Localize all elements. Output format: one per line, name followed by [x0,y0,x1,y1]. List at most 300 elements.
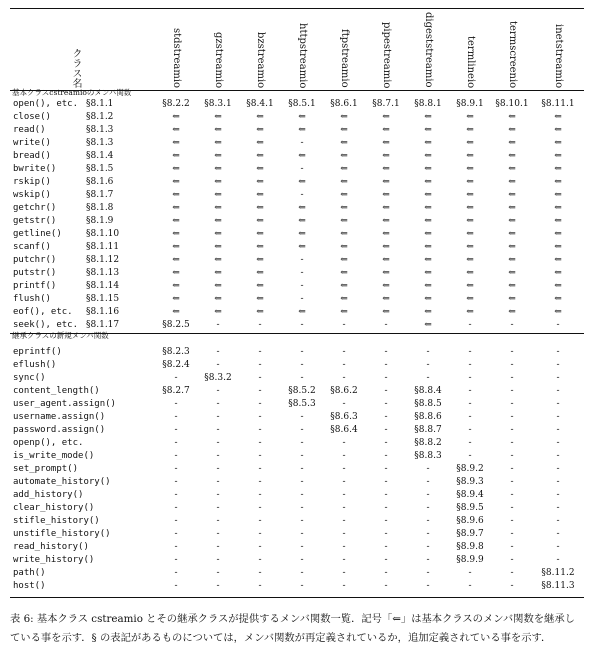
table-cell: ⇐ [340,112,348,122]
table-cell: §8.8.5 [414,399,442,409]
table-cell: ⇐ [554,125,562,135]
table-cell: ⇐ [508,190,516,200]
table-cell: - [510,516,514,526]
base-section-ref: §8.1.1 [86,99,114,109]
table-row [0,437,590,450]
table-cell: ⇐ [466,307,474,317]
table-cell: §8.9.1 [456,99,484,109]
table-cell: - [174,490,178,500]
table-cell: - [342,477,346,487]
table-row [0,241,590,254]
column-header-label: httpstreamio [297,22,308,88]
table-cell: ⇐ [340,307,348,317]
table-cell: ⇐ [382,229,390,239]
table-row [0,554,590,567]
table-cell: - [342,529,346,539]
table-cell: ⇐ [256,242,264,252]
table-cell: ⇐ [508,138,516,148]
table-cell: ⇐ [554,138,562,148]
table-cell: ⇐ [382,294,390,304]
function-name: getstr() [13,216,57,226]
base-section-ref: §8.1.6 [86,177,114,187]
table-cell: ⇐ [340,164,348,174]
table-cell: ⇐ [424,112,432,122]
table-cell: - [300,294,304,304]
table-cell: - [342,555,346,565]
table-cell: - [426,568,430,578]
table-cell: ⇐ [340,125,348,135]
table-cell: - [384,490,388,500]
table-cell: ⇐ [214,112,222,122]
function-name: read_history() [13,542,89,552]
function-name: putstr() [13,268,57,278]
table-cell: - [426,373,430,383]
table-cell: - [384,568,388,578]
table-cell: - [300,542,304,552]
table-cell: ⇐ [298,112,306,122]
table-cell: - [556,438,560,448]
table-cell: ⇐ [298,307,306,317]
table-row [0,346,590,359]
table-cell: - [174,477,178,487]
table-cell: - [384,360,388,370]
table-cell: §8.8.3 [414,451,442,461]
table-cell: §8.6.4 [330,425,358,435]
table-cell: ⇐ [256,138,264,148]
table-cell: - [258,320,262,330]
table-cell: - [556,451,560,461]
table-cell: - [258,581,262,591]
base-section-ref: §8.1.4 [86,151,114,161]
column-header-label: termlineio [465,35,476,88]
table-cell: ⇐ [256,229,264,239]
table-cell: - [216,399,220,409]
table-cell: ⇐ [340,229,348,239]
table-cell: - [258,529,262,539]
table-cell: ⇐ [554,294,562,304]
table-cell: - [510,568,514,578]
table-cell: §8.3.1 [204,99,232,109]
table-cell: ⇐ [508,177,516,187]
function-name: bread() [13,151,51,161]
table-cell: - [300,255,304,265]
table-cell: - [342,360,346,370]
table-cell: - [384,542,388,552]
table-cell: - [556,503,560,513]
table-cell: ⇐ [172,216,180,226]
table-row [0,580,590,593]
table-cell: ⇐ [466,164,474,174]
table-cell: - [300,320,304,330]
column-header-pipestreamio [374,10,398,88]
table-cell: - [468,386,472,396]
table-row [0,567,590,580]
table-cell: - [258,386,262,396]
table-row [0,293,590,306]
table-cell: - [216,542,220,552]
column-header-stdstreamio [164,10,188,88]
table-cell: - [258,347,262,357]
table-cell: ⇐ [214,138,222,148]
table-cell: ⇐ [340,190,348,200]
base-section-ref: §8.1.10 [86,229,120,239]
table-cell: - [216,529,220,539]
table-cell: - [174,568,178,578]
table-cell: - [216,386,220,396]
table-cell: - [300,438,304,448]
table-cell: - [510,386,514,396]
table-cell: ⇐ [554,112,562,122]
table-row [0,398,590,411]
table-row [0,280,590,293]
table-cell: - [342,503,346,513]
table-cell: ⇐ [298,151,306,161]
function-name: printf() [13,281,57,291]
table-cell: - [216,490,220,500]
table-cell: ⇐ [214,125,222,135]
table-cell: ⇐ [340,268,348,278]
table-cell: - [174,503,178,513]
table-cell: - [174,529,178,539]
table-cell: §8.9.8 [456,542,484,552]
table-row [0,541,590,554]
table-cell: - [174,425,178,435]
table-cell: - [258,464,262,474]
base-section-ref: §8.1.7 [86,190,114,200]
table-cell: - [342,451,346,461]
table-cell: - [216,347,220,357]
table-cell: - [468,568,472,578]
table-cell: - [426,542,430,552]
table-cell: ⇐ [340,177,348,187]
table-cell: ⇐ [298,242,306,252]
table-cell: - [300,451,304,461]
table-cell: - [384,451,388,461]
table-cell: - [510,503,514,513]
table-cell: ⇐ [382,255,390,265]
table-cell: ⇐ [424,307,432,317]
table-cell: ⇐ [256,255,264,265]
function-name: set_prompt() [13,464,79,474]
table-cell: ⇐ [298,229,306,239]
function-name: is_write_mode() [13,451,95,461]
function-name: write() [13,138,51,148]
table-cell: - [258,568,262,578]
base-section-ref: §8.1.14 [86,281,120,291]
table-cell: ⇐ [508,151,516,161]
table-cell: ⇐ [256,125,264,135]
table-cell: - [216,438,220,448]
table-cell: - [510,438,514,448]
table-cell: - [384,464,388,474]
table-cell: - [556,412,560,422]
table-cell: ⇐ [340,242,348,252]
table-cell: - [216,320,220,330]
table-cell: - [426,347,430,357]
base-section-ref: §8.1.3 [86,138,114,148]
column-header-termlineio [458,10,482,88]
table-row [0,450,590,463]
table-cell: - [300,373,304,383]
table-cell: - [426,516,430,526]
table-cell: - [556,320,560,330]
section-title: 基本クラスcstreamioのメンバ関数 [12,88,132,97]
table-row [0,150,590,163]
function-name: write_history() [13,555,95,565]
table-row [0,528,590,541]
table-cell: ⇐ [340,216,348,226]
table-row [0,111,590,124]
table-cell: ⇐ [466,255,474,265]
table-cell: ⇐ [508,203,516,213]
function-name: open(), etc. [13,99,79,109]
table-cell: - [258,490,262,500]
table-cell: - [300,347,304,357]
table-cell: §8.2.3 [162,347,190,357]
table-cell: - [216,360,220,370]
column-header-label: termscreenio [507,20,518,88]
table-cell: - [384,425,388,435]
class-name-header-label: クラス名 [70,48,81,88]
table-cell: - [510,542,514,552]
table-cell: ⇐ [424,138,432,148]
table-row [0,515,590,528]
table-row [0,463,590,476]
table-cell: - [384,373,388,383]
section-title: 継承クラスの新規メンバ関数 [12,331,109,340]
table-row [0,372,590,385]
table-cell: - [426,555,430,565]
table-cell: ⇐ [424,203,432,213]
table-cell: §8.9.6 [456,516,484,526]
table-cell: - [510,373,514,383]
table-cell: ⇐ [554,229,562,239]
table-cell: ⇐ [214,164,222,174]
table-cell: §8.11.1 [541,99,575,109]
table-cell: §8.9.3 [456,477,484,487]
table-cell: ⇐ [298,177,306,187]
class-name-header [60,10,90,88]
table-cell: ⇐ [508,125,516,135]
table-cell: - [174,542,178,552]
table-row [0,124,590,137]
table-cell: - [300,490,304,500]
table-cell: - [556,386,560,396]
function-name: wskip() [13,190,51,200]
table-cell: - [384,477,388,487]
table-cell: - [258,412,262,422]
table-cell: - [510,451,514,461]
table-cell: ⇐ [340,294,348,304]
table-cell: - [258,360,262,370]
table-cell: ⇐ [466,151,474,161]
table-cell: - [510,464,514,474]
table-cell: - [510,399,514,409]
table-cell: ⇐ [298,216,306,226]
table-cell: - [300,568,304,578]
table-cell: ⇐ [508,307,516,317]
table-row [0,502,590,515]
base-section-ref: §8.1.11 [86,242,120,252]
base-section-ref: §8.1.3 [86,125,114,135]
table-cell: ⇐ [172,112,180,122]
column-header-digeststreamio [416,10,440,88]
function-name: user_agent.assign() [13,399,116,409]
table-cell: - [556,516,560,526]
table-cell: - [384,516,388,526]
table-cell: §8.9.9 [456,555,484,565]
column-header-label: inetstreamio [553,23,564,88]
table-cell: - [556,399,560,409]
base-section-ref: §8.1.5 [86,164,114,174]
function-name: sync() [13,373,46,383]
table-cell: - [384,386,388,396]
table-cell: ⇐ [466,229,474,239]
table-cell: - [426,360,430,370]
table-row [0,189,590,202]
table-cell: - [216,451,220,461]
table-cell: ⇐ [382,112,390,122]
table-cell: ⇐ [382,164,390,174]
table-cell: - [384,503,388,513]
table-cell: - [258,503,262,513]
function-name: flush() [13,294,51,304]
table-cell: ⇐ [554,151,562,161]
column-header-label: gzstreamio [213,31,224,88]
table-row [0,489,590,502]
table-cell: ⇐ [554,190,562,200]
table-cell: ⇐ [508,164,516,174]
table-cell: - [258,438,262,448]
table-cell: - [468,347,472,357]
table-cell: ⇐ [508,229,516,239]
table-cell: ⇐ [424,177,432,187]
table-cell: ⇐ [256,164,264,174]
table-cell: ⇐ [382,203,390,213]
table-cell: ⇐ [214,294,222,304]
table-row [0,411,590,424]
function-name: host() [13,581,46,591]
table-cell: §8.5.1 [288,99,316,109]
table-cell: ⇐ [508,242,516,252]
function-name: eprintf() [13,347,62,357]
table-cell: ⇐ [172,164,180,174]
table-row [0,176,590,189]
table-cell: §8.10.1 [495,99,529,109]
table-row [0,267,590,280]
table-cell: ⇐ [172,138,180,148]
table-row [0,254,590,267]
base-section-ref: §8.1.17 [86,320,120,330]
table-cell: ⇐ [214,216,222,226]
table-cell: - [510,529,514,539]
table-cell: - [258,542,262,552]
table-cell: §8.2.4 [162,360,190,370]
table-cell: ⇐ [214,203,222,213]
table-row [0,476,590,489]
table-row [0,163,590,176]
table-cell: §8.8.6 [414,412,442,422]
function-name: putchr() [13,255,57,265]
table-cell: ⇐ [554,164,562,174]
table-cell: ⇐ [382,216,390,226]
table-row [0,385,590,398]
function-name: close() [13,112,51,122]
table-cell: ⇐ [382,151,390,161]
table-cell: ⇐ [554,307,562,317]
table-cell: - [510,360,514,370]
table-cell: - [426,464,430,474]
table-cell: §8.2.2 [162,99,190,109]
function-name: unstifle_history() [13,529,111,539]
table-cell: - [556,464,560,474]
table-cell: - [510,555,514,565]
table-cell: - [468,438,472,448]
table-cell: - [556,347,560,357]
function-name: eflush() [13,360,57,370]
table-cell: ⇐ [466,268,474,278]
table-cell: §8.6.2 [330,386,358,396]
table-cell: §8.6.1 [330,99,358,109]
function-name: clear_history() [13,503,95,513]
table-cell: ⇐ [172,151,180,161]
table-cell: - [258,373,262,383]
table-cell: ⇐ [256,112,264,122]
table-cell: - [300,190,304,200]
table-cell: §8.7.1 [372,99,400,109]
column-header-ftpstreamio [332,10,356,88]
table-cell: - [258,516,262,526]
table-cell: - [468,425,472,435]
table-cell: - [216,516,220,526]
function-name: stifle_history() [13,516,100,526]
function-name: path() [13,568,46,578]
base-section-ref: §8.1.9 [86,216,114,226]
table-cell: - [510,425,514,435]
function-name: content_length() [13,386,100,396]
table-cell: - [384,438,388,448]
table-cell: - [426,490,430,500]
table-cell: ⇐ [466,138,474,148]
table-cell: ⇐ [382,268,390,278]
table-cell: ⇐ [340,203,348,213]
column-header-label: stdstreamio [171,27,182,88]
table-cell: ⇐ [340,281,348,291]
table-cell: - [556,529,560,539]
table-cell: ⇐ [466,203,474,213]
table-cell: ⇐ [214,177,222,187]
table-cell: ⇐ [172,294,180,304]
table-cell: §8.3.2 [204,373,232,383]
table-cell: ⇐ [554,242,562,252]
table-cell: ⇐ [214,281,222,291]
table-cell: - [174,399,178,409]
table-row [0,228,590,241]
table-row [0,306,590,319]
function-name: rskip() [13,177,51,187]
function-name: getchr() [13,203,57,213]
table-cell: - [174,373,178,383]
table-cell: - [384,399,388,409]
base-section-ref: §8.1.8 [86,203,114,213]
base-section-ref: §8.1.2 [86,112,114,122]
table-cell: - [510,477,514,487]
table-cell: - [300,555,304,565]
table-cell: ⇐ [424,294,432,304]
table-row [0,359,590,372]
table-cell: §8.8.7 [414,425,442,435]
table-row [0,215,590,228]
